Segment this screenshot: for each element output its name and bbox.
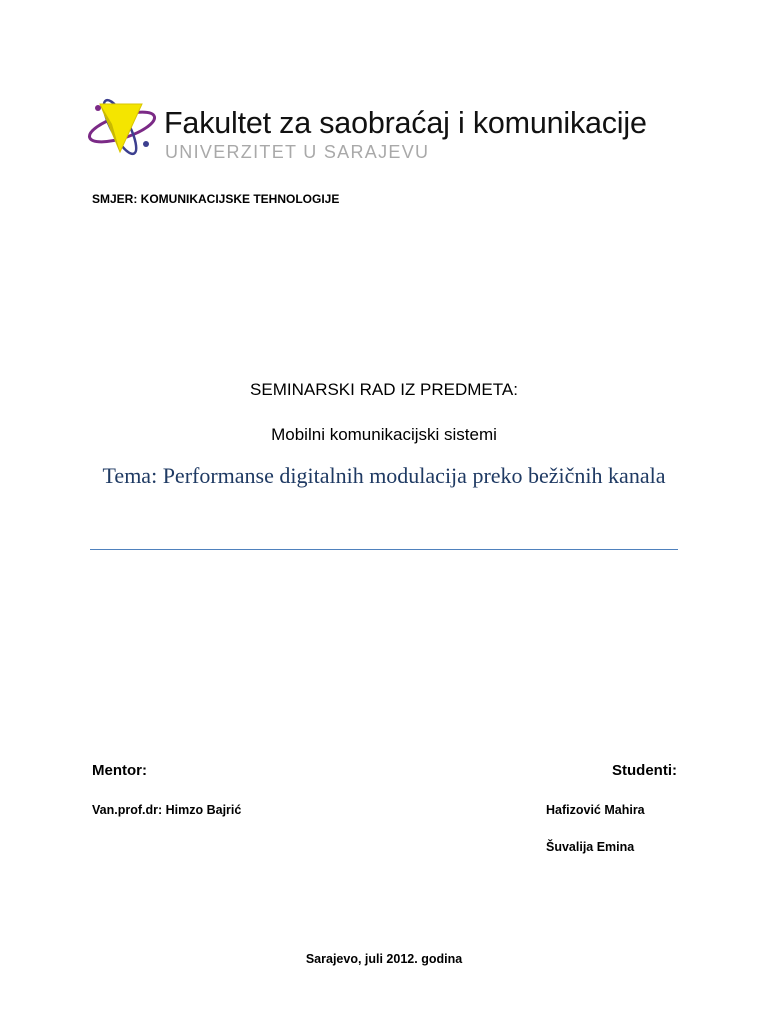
mentor-name: Van.prof.dr: Himzo Bajrić — [92, 803, 242, 817]
mentor-heading: Mentor: — [92, 762, 147, 779]
student-name: Hafizović Mahira — [546, 803, 645, 817]
seminar-heading: SEMINARSKI RAD IZ PREDMETA: — [250, 380, 518, 399]
study-direction: SMJER: KOMUNIKACIJSKE TEHNOLOGIJE — [92, 192, 340, 206]
horizontal-divider — [90, 549, 678, 550]
students-heading: Studenti: — [612, 762, 677, 779]
course-name: Mobilni komunikacijski sistemi — [271, 425, 497, 444]
university-name: UNIVERZITET U SARAJEVU — [165, 142, 430, 162]
place-date: Sarajevo, juli 2012. godina — [305, 952, 463, 966]
faculty-logo-icon — [84, 94, 160, 160]
faculty-name: Fakultet za saobraćaj i komunikacije — [164, 106, 647, 140]
topic-title: Tema: Performanse digitalnih modulacija preko bežičnih kanala — [102, 463, 666, 488]
student-name: Šuvalija Emina — [546, 840, 635, 854]
